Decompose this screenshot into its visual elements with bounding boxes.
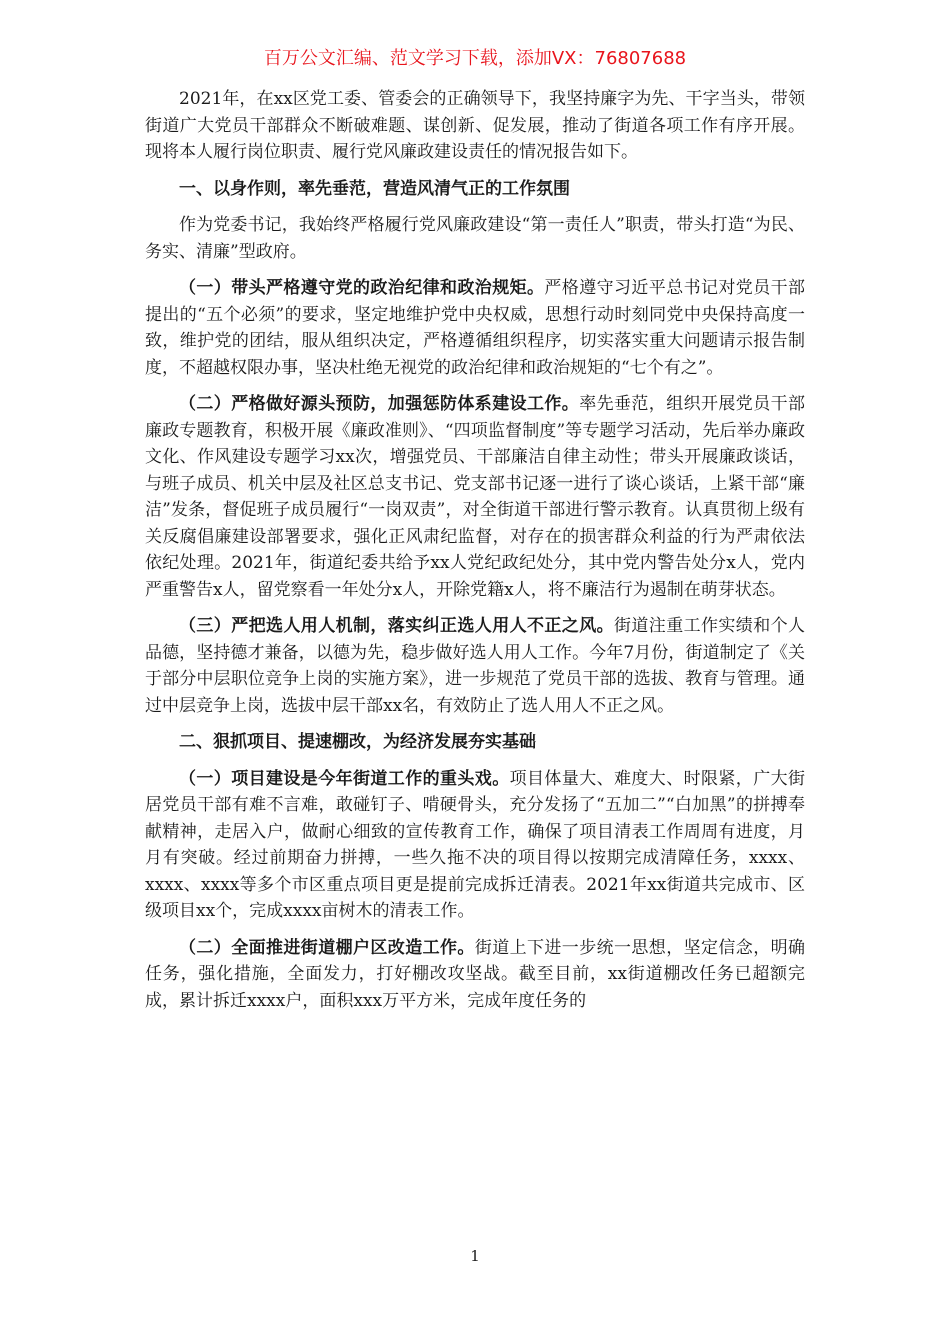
subsection-2-1 [145, 766, 805, 925]
paragraph-text: 率先垂范，组织开展党员干部廉政专题教育，积极开展《廉政准则》、“四项监督制度”等专题学习活动，先后举办廉政文化、作风建设专题学习xx次，增强党员、干部廉洁自律主动性；带头开展廉政谈话，与班子成员、机关中层及社区总支书记、党支部书记逐一进行了谈心谈话，上紧干部“廉洁”发条，督促班子成员履行“一岗双责”，对全街道干部进行警示教育。认真贯彻上级有关反腐倡廉建设部署要求，强化正风肃纪监督，对存在的损害群众利益的行为严肃依法依纪处理。2021年，街道纪委共给予xx人党纪政纪处分，其中党内警告处分x人，党内严重警告x人，留党察看一年处分x人，开除党籍x人，将不廉洁行为遏制在萌芽状态。 [145, 394, 806, 600]
document-body [145, 86, 805, 1014]
page-number: 1 [470, 1247, 480, 1265]
subsection-1-2 [145, 391, 805, 603]
subsection-title: （一）带头严格遵守党的政治纪律和政治规矩。 [179, 278, 545, 298]
subsection-title: （一）项目建设是今年街道工作的重头戏。 [179, 768, 510, 789]
paragraph-text: 街道注重工作实绩和个人品德，坚持德才兼备，以德为先，稳步做好选人用人工作。今年7月份，街道制定了《关于部分中层职位竞争上岗的实施方案》，进一步规范了党员干部的选拔、教育与管理。通过中层竞争上岗，选拔中层干部xx名，有效防止了选人用人不正之风。 [145, 616, 805, 716]
section-1-intro [145, 212, 805, 265]
paragraph-text: 街道上下进一步统一思想，坚定信念，明确任务，强化措施，全面发力，打好棚改攻坚战。截至目前，xx街道棚改任务已超额完成，累计拆迁xxxx户，面积xxx万平方米，完成年度任务的 [145, 937, 806, 1011]
subsection-1-1 [145, 275, 805, 381]
subsection-1-3 [145, 613, 805, 719]
subsection-2-2 [145, 935, 805, 1015]
subsection-title: （二）严格做好源头预防，加强惩防体系建设工作。 [179, 394, 580, 414]
subsection-title: （三）严把选人用人机制，落实纠正选人用人不正之风。 [179, 616, 614, 636]
paragraph-text: 作为党委书记，我始终严格履行党风廉政建设“第一责任人”职责，带头打造“为民、务实、清廉”型政府。 [145, 215, 805, 262]
subsection-title: （二）全面推进街道棚户区改造工作。 [179, 937, 475, 958]
paragraph-text: 严格遵守习近平总书记对党员干部提出的“五个必须”的要求，坚定地维护党中央权威，思想行动时刻同党中央保持高度一致，维护党的团结，服从组织决定，严格遵循组织程序，切实落实重大问题请示报告制度，不超越权限办事，坚决杜绝无视党的政治纪律和政治规矩的“七个有之”。 [145, 278, 806, 378]
watermark-banner: 百万公文汇编、范文学习下载，添加VX：76807688 [263, 48, 687, 69]
paragraph-text: 项目体量大、难度大、时限紧，广大街居党员干部有难不言难，敢碰钉子、啃硬骨头，充分发扬了“五加二”“白加黑”的拼搏奉献精神，走居入户，做耐心细致的宣传教育工作，确保了项目清表工作周周有进度，月月有突破。经过前期奋力拼搏，一些久拖不决的项目得以按期完成清障任务，xxxx、xxxx、xxxx等多个市区重点项目更是提前完成拆迁清表。2021年xx街道共完成市、区级项目xx个，完成xxxx亩树木的清表工作。 [145, 768, 806, 921]
section-heading-2: 二、狠抓项目、提速棚改，为经济发展夯实基础 [179, 732, 536, 752]
paragraph-text: 2021年，在xx区党工委、管委会的正确领导下，我坚持廉字为先、干字当头，带领街道广大党员干部群众不断破难题、谋创新、促发展，推动了街道各项工作有序开展。现将本人履行岗位职责、履行党风廉政建设责任的情况报告如下。 [145, 89, 805, 162]
section-heading-1: 一、以身作则，率先垂范，营造风清气正的工作氛围 [179, 178, 570, 199]
intro-paragraph [145, 86, 805, 166]
